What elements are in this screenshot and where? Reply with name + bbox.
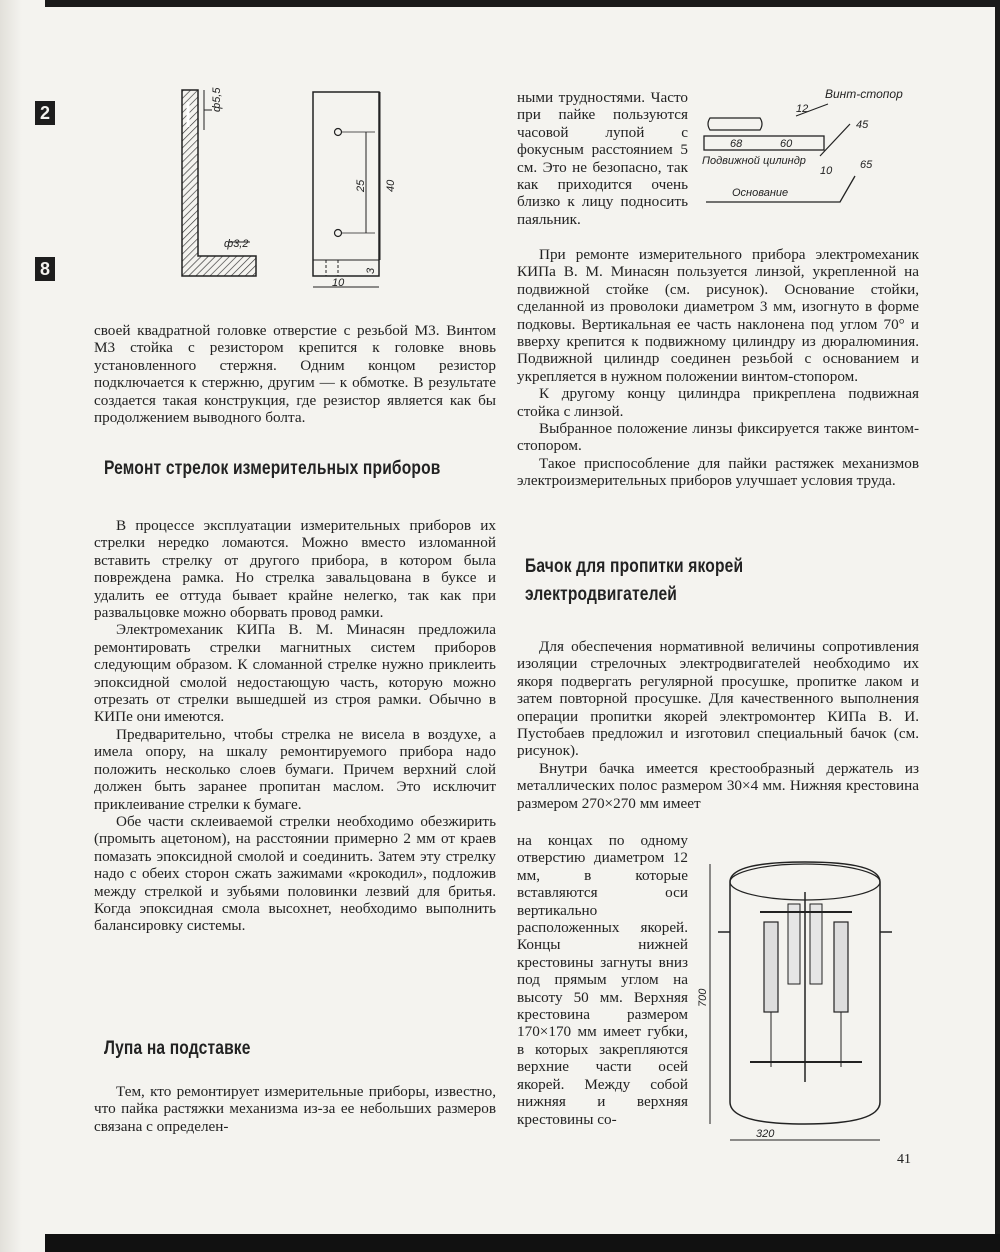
column-left-bottom [94,1083,496,1135]
dim-label: 3 [365,267,377,274]
fig-label: Основание [732,187,789,199]
section-heading: Ремонт стрелок измерительных приборов [104,458,441,479]
paragraph: Тем, кто ремонтирует измерительные приборы, известно, что пайка растяжки механизма из-за ее небольших размеров связана с определен- [94,1083,496,1135]
paragraph: Внутри бачка имеется крестообразный держатель из металлических полос размером 30×4 мм. Нижняя крестовина размером 270×270 мм имеет [517,759,919,812]
dim-label: 10 [332,277,345,289]
paragraph: Для обеспечения нормативной величины сопротивления изоляции стрелочных электродвигателей необходимо их якоря подвергать регулярной просушке, пропитке лаком и затем повторной просушке. Для качественного выполнения операции пропитки якорей электромонтер КИПа В. И. Пустобаев предложил и изготовил специальный бачок (см. рисунок). [517,638,919,760]
dim-label: 320 [756,1128,775,1140]
scan-top-border [45,0,1000,7]
magnifier-stand-drawing [700,84,930,209]
paragraph: В процессе эксплуатации измерительных приборов их стрелки нередко ломаются. Можно вместо изломанной вставить стрелку от другого прибора, в котором была повреждена рамка. Но стрелка завальцована в буксе и удалить ее оттуда бывает крайне нелегко, так как при развальцовке можно оборвать провод рамки. [94,517,496,622]
dim-label: ф5,5 [211,87,223,112]
dim-label: 25 [355,179,367,192]
scan-right-border [995,0,1000,1252]
dim-label: 40 [385,179,397,192]
paragraph: Обе части склеиваемой стрелки необходимо обезжирить (промыть ацетоном), на расстоянии примерно 2 мм от краев помазать эпоксидной смолой и соединить. Затем эту стрелку надо с обеих сторон сжать зажимами «крокодил», подложив между стрелкой и зубьями половинки лезвий для бритья. Когда эпоксидная смола высохнет, необходимо выполнить балансировку системы. [94,812,496,935]
paragraph: При ремонте измерительного прибора электромеханик КИПа В. М. Минасян пользуется линзой, укрепленной на подвижной стойке (см. рисунок). Основание стойки, сделанной из проволоки диаметром 3 мм, изогнуто в форме подковы. Вертикальная ее часть наклонена под углом 70° и вверху крепится к подвижному цилиндру из дюралюминия. Подвижной цилиндр соединен резьбой с основанием и укрепляется в нужном положении винтом-стопором. [517,246,919,385]
page-tab-marker: 2 [35,101,55,125]
fig-label: Винт-стопор [825,87,903,101]
scan-bottom-border [45,1234,1000,1252]
section-heading: электродвигателей [525,584,678,605]
dim-label: 45 [856,119,869,131]
page-number: 41 [897,1152,911,1167]
dim-label: 12 [796,103,809,115]
section-heading: Лупа на подставке [104,1038,251,1059]
dim-label: 700 [697,988,709,1007]
fig-label: Подвижной цилиндр [702,155,806,167]
paragraph: К другому концу цилиндра прикреплена подвижная стойка с линзой. [517,385,919,420]
column-left-top [94,322,496,426]
column-right-narrow-bottom [517,832,688,1128]
column-right-tank [517,638,919,812]
bracket-drawing [170,82,420,300]
paragraph: на концах по одному отверстию диаметром 12 мм, в которые вставляются оси вертикально расположенных якорей. Концы нижней крестовины загнуты вниз под прямым углом на высоту 50 мм. Верхняя крестовина размером 170×170 мм имеет губки, в которых закрепляются верхние части осей якорей. Между собой нижняя и верхняя крестовины со- [517,832,688,1128]
impregnation-tank-drawing [690,852,920,1150]
section-heading: Бачок для пропитки якорей [525,556,744,577]
dim-label: ф3,2 [224,238,249,250]
page-tab-marker: 8 [35,257,55,281]
dim-label: 10 [820,165,833,177]
column-right-narrow-top [517,89,688,228]
dim-label: 68 [730,138,743,150]
column-left-body [94,517,496,935]
column-right-body [517,246,919,490]
paragraph: Такое приспособление для пайки растяжек механизмов электроизмерительных приборов улучшает условия труда. [517,454,919,490]
dim-label: 60 [780,138,793,150]
paragraph: ными трудностями. Часто при пайке пользуются часовой лупой с фокусным расстоянием 5 см. Это не безопасно, так как приходится очень близко к лицу подносить паяльник. [517,89,688,228]
paragraph: своей квадратной головке отверстие с резьбой М3. Винтом М3 стойка с резистором крепится к головке вновь установленного стержня. Одним концом резистор подключается к стержню, другим — к обмотке. В результате создается такая конструкция, где резистор является как бы продолжением выводного болта. [94,322,496,427]
paragraph: Выбранное положение линзы фиксируется также винтом-стопором. [517,420,919,455]
paragraph: Предварительно, чтобы стрелка не висела в воздухе, а имела опору, на шкалу ремонтируемого прибора надо положить несколько слоев бумаги. Причем верхний слой должен быть заранее пропитан маслом. Это исключит приклеивание стрелки к бумаге. [94,725,496,813]
page-gutter-shade [0,0,22,1252]
paragraph: Электромеханик КИПа В. М. Минасян предложила ремонтировать стрелки магнитных систем приборов следующим образом. К сломанной стрелке нужно приклеить эпоксидной смолой недостающую часть, которую можно отрезать от стрелки вышедшей из строя рамки. Обычно в КИПе они имеются. [94,621,496,726]
dim-label: 65 [860,159,873,171]
